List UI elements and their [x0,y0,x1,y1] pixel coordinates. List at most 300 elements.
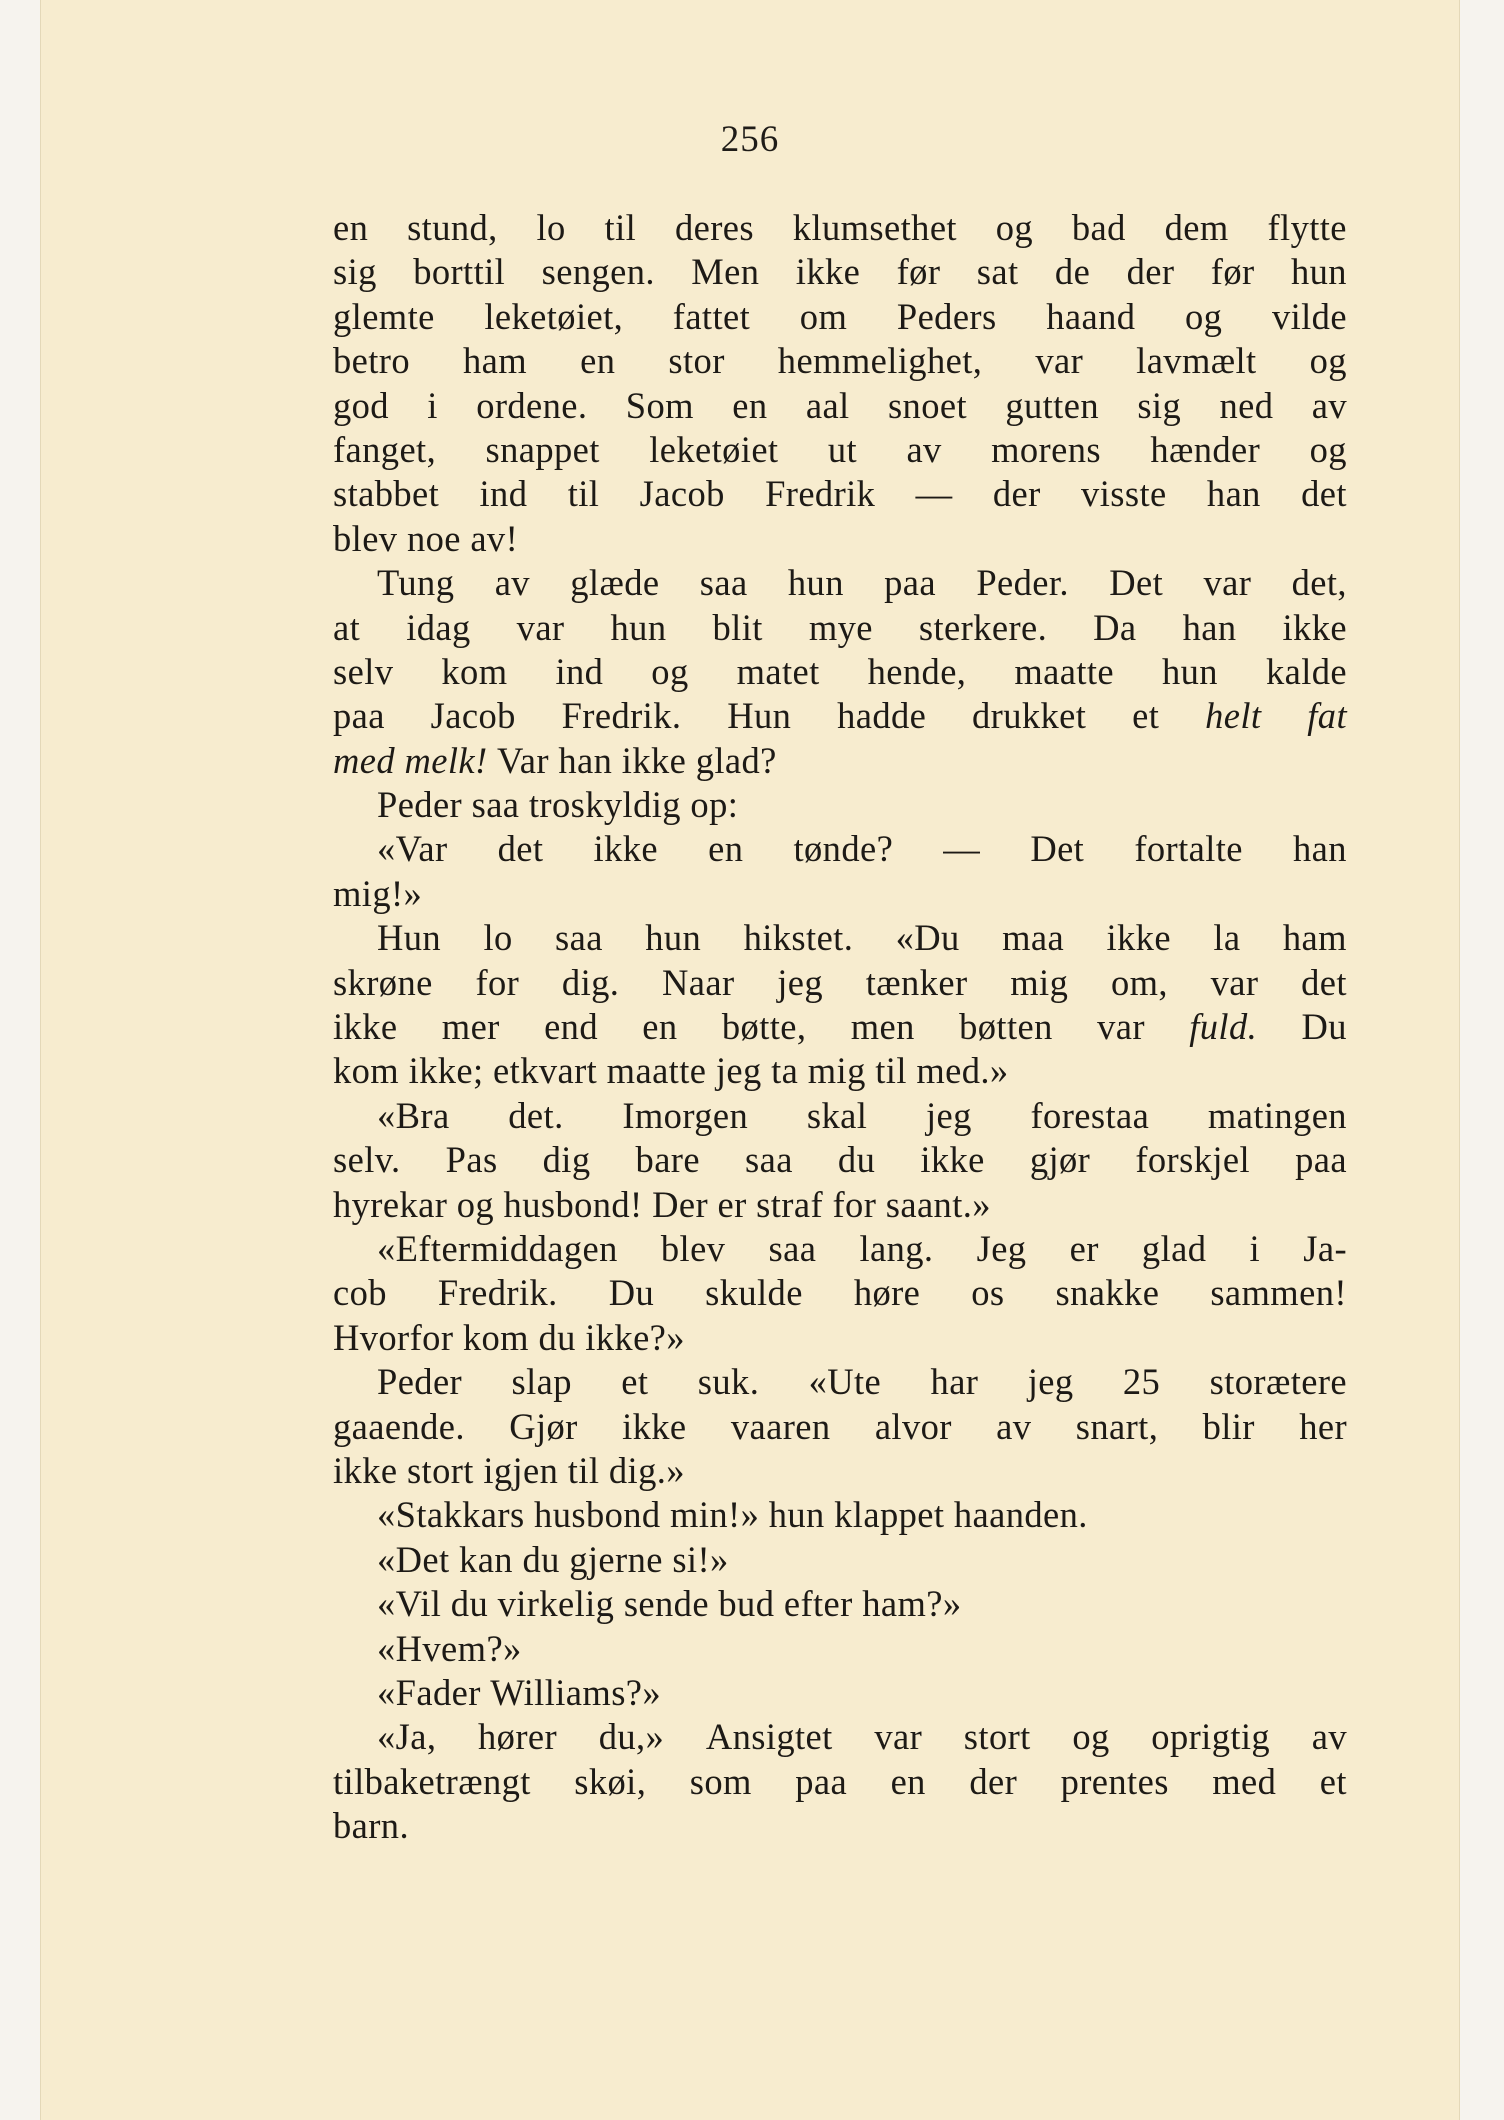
word: hænder [1150,428,1261,470]
word: stor [668,340,725,382]
word: kalde [1265,650,1347,692]
word: glad [1141,1227,1207,1269]
word: der [992,473,1041,515]
word: en [890,1760,926,1802]
word: haanden. [953,1494,1088,1536]
word: ikke [333,1449,398,1491]
word: en [580,340,616,382]
text-line [333,250,1347,294]
word: som [689,1760,752,1802]
word: lo [536,207,566,248]
word: bare [635,1139,700,1181]
word: ind [555,650,604,692]
text-line [333,1627,1347,1671]
word: mer [441,1006,500,1048]
word: Williams?» [490,1671,662,1713]
word: av [906,428,942,470]
word: min!» [670,1494,760,1536]
word: hun [1162,650,1218,692]
word: Der [652,1183,709,1225]
word: var [874,1716,923,1758]
word: fattet [672,295,751,337]
word: for [475,961,520,1003]
word: «Fader [377,1671,481,1713]
word: hende, [867,650,967,692]
word: Fredrik [765,473,876,515]
word: i [1249,1227,1261,1269]
word: det [1301,473,1347,515]
word: bøtte, [721,1006,807,1048]
word: skøi, [574,1760,647,1802]
word: saa [699,562,748,604]
text-line [333,1582,1347,1626]
text-line [333,1271,1347,1315]
text-line [333,472,1347,516]
word: morens [991,428,1101,470]
text-line [333,827,1347,871]
word: en [732,384,768,426]
word: at [333,606,361,648]
word: paa [884,562,937,604]
word: og [1309,340,1347,382]
word: til [567,473,600,515]
word: skulde [705,1272,803,1314]
word: gaaende. [333,1405,465,1447]
word: paa [795,1760,848,1802]
word: prentes [1060,1760,1169,1802]
word: ut [827,428,858,470]
text-line [333,1138,1347,1182]
word: før [1210,251,1255,293]
text-line [333,384,1347,428]
word: op: [690,784,739,826]
text-line [333,561,1347,605]
word: saa [745,1139,793,1181]
page-number: 256 [720,119,780,160]
word: de [1054,251,1091,293]
word: for [832,1183,877,1225]
word: klappet [834,1494,945,1536]
text-line [333,295,1347,339]
text-line [333,1538,1347,1582]
word: stort [963,1716,1031,1758]
word: Hvorfor [333,1316,454,1358]
word: var [1097,1006,1145,1048]
word: gjerne [569,1538,663,1580]
word: har [930,1361,979,1403]
word: oprigtig [1151,1716,1271,1758]
word: dem [1164,207,1229,248]
word: betro [333,340,410,382]
word: selv. [333,1139,401,1181]
word: glæde [570,562,660,604]
word: Ansigtet [705,1716,833,1758]
word: snakke [1055,1272,1160,1314]
word: av [996,1405,1032,1447]
word: han [1206,473,1261,515]
word: der [969,1760,1018,1802]
word: en [333,207,369,248]
word: saa [555,917,603,959]
word: matingen [1207,1094,1347,1136]
word: ikke [920,1139,985,1181]
word: blit [712,606,763,648]
word: Det [1109,562,1164,604]
body-text [333,206,1347,1848]
word: jeg [925,1094,972,1136]
book-page [40,0,1460,2120]
word: Men [691,251,760,293]
word: troskyldig [528,784,681,826]
text-line [333,739,1347,783]
word: lo [483,917,513,959]
word: igjen [483,1449,559,1491]
word: hun [645,917,702,959]
word: ikke [622,1405,687,1447]
word: Jacob [639,473,725,515]
word: leketøiet [649,428,779,470]
word: du [450,1583,489,1625]
word: du,» [598,1716,665,1758]
word: snappet [485,428,600,470]
word: hører [478,1716,558,1758]
word: er [717,1183,747,1225]
word: saant.» [885,1183,991,1225]
word: 25 [1122,1361,1161,1403]
word: det [497,828,544,870]
word: leketøiet, [484,295,624,337]
word: ind [479,473,528,515]
word: kan [459,1538,513,1580]
word: det. [508,1094,564,1136]
text-line [333,694,1347,738]
word: du [522,1538,560,1580]
text-line [333,1183,1347,1227]
word: han [1293,828,1347,870]
word: Du [1301,1006,1347,1048]
word: tønde? [793,828,894,870]
word: med [333,739,396,781]
word: et [1132,695,1160,737]
word: maatte [606,1050,707,1092]
word: om [799,295,848,337]
word: «Var [377,828,448,870]
word: maatte [1014,650,1115,692]
word: Var [497,739,549,781]
word: jeg [715,1050,762,1092]
word: du [837,1139,876,1181]
word: stund, [407,207,498,248]
word: jeg [1027,1361,1074,1403]
word: sengen. [541,251,655,293]
word: visste [1081,473,1167,515]
word: blev [333,517,398,559]
word: ikke [621,739,687,781]
word: hun [787,562,844,604]
word: Peder [377,784,463,826]
text-line [333,1094,1347,1138]
word: «Bra [377,1094,450,1136]
word: maa [1002,917,1065,959]
word: gjør [1029,1139,1091,1181]
word: med.» [916,1050,1009,1092]
word: og [456,1183,495,1225]
word: aal [805,384,850,426]
word: kom [441,650,508,692]
word: etkvart [493,1050,598,1092]
word: mig [807,1050,866,1092]
word: til [604,207,637,248]
word: ikke [1106,917,1171,959]
word: «Du [895,917,960,959]
word: Tung [377,562,455,604]
word: et [621,1361,649,1403]
text-line [333,606,1347,650]
word: dig. [561,961,620,1003]
word: Peder [377,1361,463,1403]
word: sende [623,1583,709,1625]
word: sat [976,251,1019,293]
word: selv [333,650,394,692]
word: Fredrik. [437,1272,558,1314]
word: ordene. [476,384,588,426]
word: hun [1290,251,1347,293]
word: det [1301,961,1347,1003]
word: lavmælt [1136,340,1257,382]
word: Det [1030,828,1085,870]
text-line [333,1360,1347,1404]
word: ham?» [862,1583,962,1625]
word: er [1069,1227,1099,1269]
word: glemte [333,295,435,337]
word: forestaa [1030,1094,1150,1136]
text-line [333,961,1347,1005]
word: Gjør [509,1405,578,1447]
word: ham [463,340,528,382]
word: hikstet. [743,917,854,959]
word: der [1126,251,1175,293]
word: end [544,1006,598,1048]
word: ikke?» [585,1316,685,1358]
word: deres [674,207,754,248]
text-line [333,1227,1347,1271]
word: ikke [795,251,861,293]
word: Jacob [430,695,516,737]
word: slap [511,1361,572,1403]
word: og [1072,1716,1110,1758]
word: Da [1093,606,1137,648]
word: fat [1307,695,1347,737]
word: stabbet [333,473,440,515]
word: stort [406,1449,474,1491]
text-line [333,1760,1347,1804]
word: bud [718,1583,775,1625]
word: og [1185,295,1223,337]
word: ta [771,1050,799,1092]
word: «Det [377,1538,450,1580]
word: mig [1010,961,1069,1003]
word: gutten [1005,384,1099,426]
word: noe [406,517,461,559]
word: saa [768,1227,817,1269]
word: til [567,1449,600,1491]
text-line [333,517,1347,561]
word: snart, [1075,1405,1159,1447]
word: — [915,473,953,515]
word: hyrekar [333,1183,448,1225]
word: Ja- [1303,1227,1347,1269]
word: Du [608,1272,655,1314]
word: os [971,1272,1005,1314]
word: tænker [865,961,968,1003]
word: han [1182,606,1237,648]
word: skal [806,1094,868,1136]
word: «Eftermiddagen [377,1227,618,1269]
word: «Ja, [377,1716,437,1758]
text-line [333,650,1347,694]
word: «Stakkars [377,1494,525,1536]
word: i [427,384,438,426]
word: fuld. [1189,1006,1258,1048]
text-line [333,339,1347,383]
word: Peder. [976,562,1069,604]
word: paa [1295,1139,1347,1181]
word: og [995,207,1034,248]
text-line [333,916,1347,960]
text-line [333,1715,1347,1759]
word: ned [1219,384,1274,426]
word: sig [1137,384,1182,426]
word: til [875,1050,907,1092]
word: mye [808,606,873,648]
word: cob [333,1272,387,1314]
word: ikke [333,1006,398,1048]
word: ikke [593,828,658,870]
word: klumsethet [792,207,957,248]
word: Naar [662,961,735,1003]
word: fanget, [333,428,437,470]
word: hemmelighet, [777,340,983,382]
word: dig.» [608,1449,685,1491]
word: fortalte [1134,828,1243,870]
word: suk. [697,1361,760,1403]
word: blir [1202,1405,1255,1447]
word: med [1212,1760,1277,1802]
word: kom [462,1316,529,1358]
word: dig [542,1139,591,1181]
word: Pas [445,1139,498,1181]
word: saa [471,784,520,826]
word: hadde [837,695,927,737]
word: flytte [1267,207,1347,248]
word: la [1213,917,1241,959]
word: mig!» [333,872,423,914]
word: Fredrik. [561,695,682,737]
word: det, [1291,562,1347,604]
word: «Hvem?» [377,1627,522,1669]
word: bøtten [959,1006,1053,1048]
word: Jeg [976,1227,1027,1269]
word: var [1203,562,1252,604]
word: blev [660,1227,726,1269]
text-line [333,872,1347,916]
word: forskjel [1135,1139,1251,1181]
word: Imorgen [622,1094,749,1136]
word: lang. [859,1227,934,1269]
word: kom [333,1050,400,1092]
word: av! [470,517,519,559]
word: drukket [972,695,1087,737]
text-line [333,1316,1347,1360]
word: av [1311,384,1347,426]
word: før [896,251,941,293]
word: «Vil [377,1583,442,1625]
word: idag [406,606,471,648]
word: om, [1110,961,1168,1003]
word: husbond! [503,1183,643,1225]
word: av [1311,1716,1347,1758]
word: var [516,606,565,648]
word: god [333,384,389,426]
word: ikke [1282,606,1347,648]
text-line [333,206,1347,250]
text-line [333,1405,1347,1449]
text-line [333,1449,1347,1493]
word: straf [756,1183,823,1225]
word: glad? [695,739,777,781]
word: en [708,828,744,870]
word: var [1210,961,1259,1003]
word: av [494,562,530,604]
word: matet [736,650,820,692]
word: men [850,1006,915,1048]
word: sterkere. [918,606,1048,648]
word: Peders [896,295,997,337]
word: haand [1046,295,1136,337]
word: bad [1071,207,1126,248]
text-line [333,1493,1347,1537]
text-line [333,783,1347,827]
text-line [333,428,1347,472]
word: hun [610,606,667,648]
word: en [642,1006,678,1048]
word: han [558,739,613,781]
word: sig [333,251,377,293]
word: høre [853,1272,921,1314]
word: du [538,1316,576,1358]
word: et [1319,1760,1347,1802]
word: jeg [777,961,824,1003]
text-line [333,1804,1347,1848]
word: hun [768,1494,825,1536]
word: vilde [1271,295,1347,337]
word: ikke; [408,1050,484,1092]
word: si!» [672,1538,729,1580]
word: storætere [1209,1361,1347,1403]
word: Hun [377,917,442,959]
word: «Ute [808,1361,882,1403]
word: ham [1282,917,1347,959]
word: borttil [413,251,506,293]
word: virkelig [497,1583,615,1625]
word: Som [625,384,694,426]
word: skrøne [333,961,433,1003]
text-line [333,1671,1347,1715]
word: helt [1205,695,1262,737]
word: husbond [534,1494,661,1536]
word: — [943,828,981,870]
word: Hun [727,695,792,737]
